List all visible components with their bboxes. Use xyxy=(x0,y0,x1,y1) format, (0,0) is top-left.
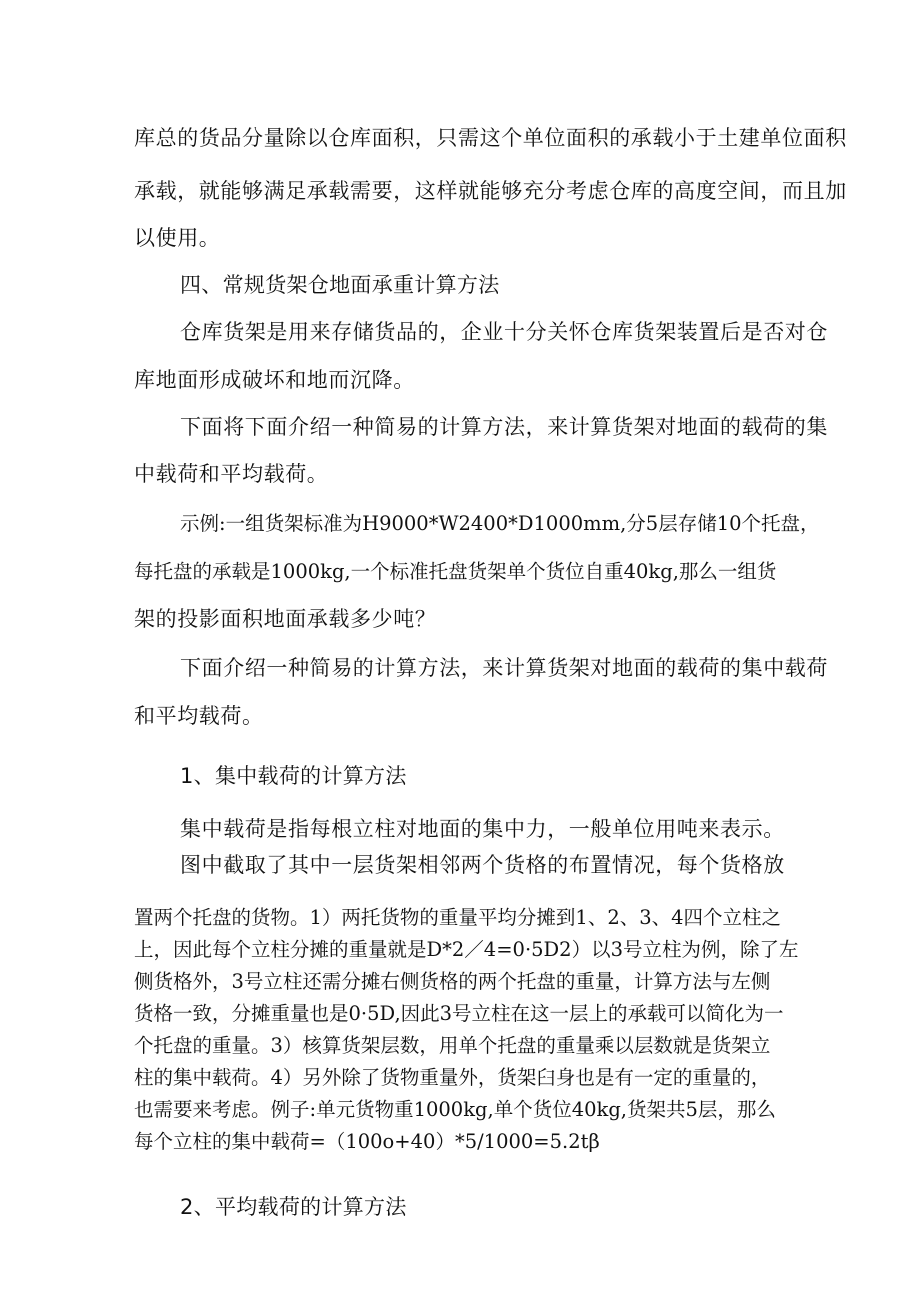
paragraph-line: 每托盘的承载是1000kg,一个标准托盘货架单个货位自重40kg,那么一组货 xyxy=(134,560,777,583)
paragraph-line: 也需要来考虑。例子:单元货物重1000kg,单个货位40kg,货架共5层，那么 xyxy=(134,1098,776,1121)
paragraph-line: 架的投影面积地面承载多少吨？ xyxy=(134,607,437,631)
paragraph-line: 和平均载荷。 xyxy=(134,704,264,728)
paragraph-line: 柱的集中载荷。4）另外除了货物重量外，货架臼身也是有一定的重量的， xyxy=(134,1066,771,1089)
section-heading: 四、常规货架仓地面承重计算方法 xyxy=(180,273,500,297)
section-heading: 2、平均载荷的计算方法 xyxy=(180,1195,407,1219)
paragraph-line: 下面介绍一种简易的计算方法，来计算货架对地面的载荷的集中载荷 xyxy=(180,656,828,680)
paragraph-line: 侧货格外，3号立柱还需分摊右侧货格的两个托盘的重量，计算方法与左侧 xyxy=(134,970,771,993)
paragraph-line: 置两个托盘的货物。1）两托货物的重量平均分摊到1、2、3、4四个立柱之 xyxy=(134,906,782,929)
paragraph-line: 承载，就能够满足承载需要，这样就能够充分考虑仓库的高度空间，而且加 xyxy=(134,179,847,203)
section-heading: 1、集中载荷的计算方法 xyxy=(180,764,407,788)
paragraph-line: 示例:一组货架标准为H9000*W2400*D1000mm,分5层存储10个托盘， xyxy=(180,512,820,535)
paragraph-line: 仓库货架是用来存储货品的，企业十分关怀仓库货架装置后是否对仓 xyxy=(180,320,828,344)
paragraph-line: 以使用。 xyxy=(134,226,221,250)
paragraph-line: 货格一致，分摊重量也是0·5D,因此3号立柱在这一层上的承载可以简化为一 xyxy=(134,1002,784,1025)
paragraph-line: 个托盘的重量。3）核算货架层数，用单个托盘的重量乘以层数就是货架立 xyxy=(134,1034,771,1057)
paragraph-line: 中载荷和平均载荷。 xyxy=(134,462,329,486)
paragraph-line: 库地面形成破坏和地而沉降。 xyxy=(134,368,415,392)
paragraph-line: 下面将下面介绍一种简易的计算方法，来计算货架对地面的载荷的集 xyxy=(180,415,828,439)
paragraph-line: 图中截取了其中一层货架相邻两个货格的布置情况，每个货格放 xyxy=(180,853,785,877)
paragraph-line: 每个立柱的集中载荷=（100o+40）*5/1000=5.2tβ xyxy=(134,1130,600,1153)
paragraph-line: 库总的货品分量除以仓库面积，只需这个单位面积的承载小于土建单位面积 xyxy=(134,126,847,150)
paragraph-line: 集中载荷是指每根立柱对地面的集中力，一般单位用吨来表示。 xyxy=(180,817,785,841)
paragraph-line: 上，因此每个立柱分摊的重量就是D*2／4=0·5D2）以3号立柱为例，除了左 xyxy=(134,938,799,961)
